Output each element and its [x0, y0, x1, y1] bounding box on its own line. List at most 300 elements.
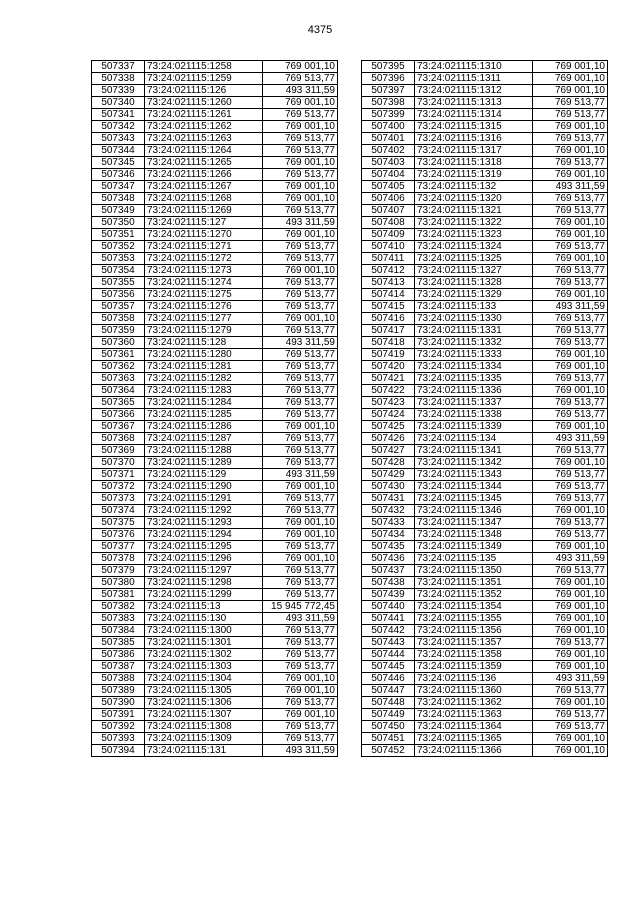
row-number-cell: 507359 [92, 325, 145, 337]
cadastral-number-cell: 73:24:021115:1306 [145, 697, 263, 709]
table-row [362, 73, 608, 85]
row-number-cell: 507346 [92, 169, 145, 181]
cadastral-number-cell: 73:24:021115:1284 [145, 397, 263, 409]
value-cell: 769 001,10 [533, 541, 608, 553]
row-number-cell: 507347 [92, 181, 145, 193]
value-cell: 769 001,10 [263, 97, 338, 109]
table-row [92, 469, 338, 481]
cadastral-number-cell: 73:24:021115:1334 [415, 361, 533, 373]
value-cell: 769 513,77 [533, 325, 608, 337]
value-cell: 493 311,59 [533, 181, 608, 193]
cadastral-number-cell: 73:24:021115:126 [145, 85, 263, 97]
table-row [92, 241, 338, 253]
row-number-cell: 507341 [92, 109, 145, 121]
table-row [92, 121, 338, 133]
row-number-cell: 507398 [362, 97, 415, 109]
value-cell: 769 513,77 [263, 205, 338, 217]
row-number-cell: 507342 [92, 121, 145, 133]
value-cell: 769 513,77 [263, 445, 338, 457]
table-row [92, 373, 338, 385]
cadastral-number-cell: 73:24:021115:128 [145, 337, 263, 349]
cadastral-number-cell: 73:24:021115:1296 [145, 553, 263, 565]
value-cell: 769 001,10 [533, 361, 608, 373]
cadastral-number-cell: 73:24:021115:1263 [145, 133, 263, 145]
value-cell: 769 001,10 [533, 217, 608, 229]
cadastral-number-cell: 73:24:021115:1322 [415, 217, 533, 229]
cadastral-number-cell: 73:24:021115:1315 [415, 121, 533, 133]
table-row [92, 397, 338, 409]
value-cell: 769 513,77 [263, 637, 338, 649]
cadastral-number-cell: 73:24:021115:1343 [415, 469, 533, 481]
row-number-cell: 507384 [92, 625, 145, 637]
cadastral-number-cell: 73:24:021115:1357 [415, 637, 533, 649]
table-row [92, 661, 338, 673]
value-cell: 769 001,10 [533, 625, 608, 637]
row-number-cell: 507388 [92, 673, 145, 685]
table-row [362, 97, 608, 109]
row-number-cell: 507420 [362, 361, 415, 373]
value-cell: 769 001,10 [533, 457, 608, 469]
table-row [92, 61, 338, 73]
table-row [362, 517, 608, 529]
cadastral-number-cell: 73:24:021115:1294 [145, 529, 263, 541]
cadastral-number-cell: 73:24:021115:1301 [145, 637, 263, 649]
table-row [362, 685, 608, 697]
table-row [92, 421, 338, 433]
table-row [92, 721, 338, 733]
row-number-cell: 507390 [92, 697, 145, 709]
table-row [362, 541, 608, 553]
cadastral-number-cell: 73:24:021115:1312 [415, 85, 533, 97]
row-number-cell: 507397 [362, 85, 415, 97]
table-row [92, 505, 338, 517]
table-row [362, 505, 608, 517]
row-number-cell: 507421 [362, 373, 415, 385]
table-row [92, 181, 338, 193]
value-cell: 769 513,77 [263, 277, 338, 289]
value-cell: 769 513,77 [533, 493, 608, 505]
value-cell: 769 001,10 [263, 685, 338, 697]
value-cell: 769 513,77 [533, 721, 608, 733]
value-cell: 769 001,10 [263, 529, 338, 541]
table-row [362, 253, 608, 265]
table-row [362, 157, 608, 169]
cadastral-number-cell: 73:24:021115:1292 [145, 505, 263, 517]
cadastral-number-cell: 73:24:021115:1267 [145, 181, 263, 193]
row-number-cell: 507395 [362, 61, 415, 73]
table-row [92, 601, 338, 613]
row-number-cell: 507432 [362, 505, 415, 517]
value-cell: 769 513,77 [263, 433, 338, 445]
table-row [362, 277, 608, 289]
value-cell: 493 311,59 [263, 217, 338, 229]
row-number-cell: 507345 [92, 157, 145, 169]
table-row [362, 145, 608, 157]
table-row [362, 241, 608, 253]
value-cell: 769 513,77 [263, 697, 338, 709]
table-row [92, 637, 338, 649]
value-cell: 769 001,10 [263, 121, 338, 133]
value-cell: 769 513,77 [263, 397, 338, 409]
table-row [92, 289, 338, 301]
cadastral-number-cell: 73:24:021115:1262 [145, 121, 263, 133]
value-cell: 769 513,77 [533, 373, 608, 385]
table-row [92, 229, 338, 241]
row-number-cell: 507360 [92, 337, 145, 349]
cadastral-number-cell: 73:24:021115:1276 [145, 301, 263, 313]
row-number-cell: 507405 [362, 181, 415, 193]
cadastral-number-cell: 73:24:021115:1311 [415, 73, 533, 85]
value-cell: 769 513,77 [533, 637, 608, 649]
table-row [362, 133, 608, 145]
row-number-cell: 507389 [92, 685, 145, 697]
cadastral-number-cell: 73:24:021115:1328 [415, 277, 533, 289]
cadastral-number-cell: 73:24:021115:1289 [145, 457, 263, 469]
value-cell: 769 513,77 [533, 517, 608, 529]
table-row [362, 733, 608, 745]
cadastral-number-cell: 73:24:021115:1362 [415, 697, 533, 709]
table-row [362, 205, 608, 217]
cadastral-number-cell: 73:24:021115:1283 [145, 385, 263, 397]
row-number-cell: 507386 [92, 649, 145, 661]
cadastral-number-cell: 73:24:021115:1335 [415, 373, 533, 385]
table-row [362, 673, 608, 685]
cadastral-number-cell: 73:24:021115:1293 [145, 517, 263, 529]
row-number-cell: 507374 [92, 505, 145, 517]
table-row [362, 709, 608, 721]
table-row [362, 85, 608, 97]
cadastral-number-cell: 73:24:021115:1271 [145, 241, 263, 253]
cadastral-number-cell: 73:24:021115:1332 [415, 337, 533, 349]
table-row [92, 349, 338, 361]
cadastral-number-cell: 73:24:021115:13 [145, 601, 263, 613]
row-number-cell: 507429 [362, 469, 415, 481]
cadastral-number-cell: 73:24:021115:1364 [415, 721, 533, 733]
table-row [362, 721, 608, 733]
cadastral-number-cell: 73:24:021115:1307 [145, 709, 263, 721]
cadastral-number-cell: 73:24:021115:1345 [415, 493, 533, 505]
row-number-cell: 507406 [362, 193, 415, 205]
table-row [92, 529, 338, 541]
row-number-cell: 507375 [92, 517, 145, 529]
table-row [362, 181, 608, 193]
table-row [362, 217, 608, 229]
table-row [362, 625, 608, 637]
row-number-cell: 507366 [92, 409, 145, 421]
row-number-cell: 507362 [92, 361, 145, 373]
cadastral-number-cell: 73:24:021115:1321 [415, 205, 533, 217]
value-cell: 769 513,77 [533, 481, 608, 493]
value-cell: 769 513,77 [533, 133, 608, 145]
cadastral-number-cell: 73:24:021115:1264 [145, 145, 263, 157]
cadastral-number-cell: 73:24:021115:1360 [415, 685, 533, 697]
table-row [92, 325, 338, 337]
register-table-right [361, 60, 608, 757]
value-cell: 769 513,77 [533, 205, 608, 217]
table-row [92, 301, 338, 313]
cadastral-number-cell: 73:24:021115:1349 [415, 541, 533, 553]
row-number-cell: 507409 [362, 229, 415, 241]
row-number-cell: 507370 [92, 457, 145, 469]
cadastral-number-cell: 73:24:021115:1354 [415, 601, 533, 613]
cadastral-number-cell: 73:24:021115:1258 [145, 61, 263, 73]
table-row [92, 625, 338, 637]
row-number-cell: 507379 [92, 565, 145, 577]
table-row [362, 373, 608, 385]
table-row [362, 349, 608, 361]
cadastral-number-cell: 73:24:021115:1304 [145, 673, 263, 685]
row-number-cell: 507400 [362, 121, 415, 133]
cadastral-number-cell: 73:24:021115:1342 [415, 457, 533, 469]
cadastral-number-cell: 73:24:021115:1288 [145, 445, 263, 457]
value-cell: 769 513,77 [263, 145, 338, 157]
value-cell: 769 513,77 [263, 733, 338, 745]
cadastral-number-cell: 73:24:021115:1285 [145, 409, 263, 421]
row-number-cell: 507415 [362, 301, 415, 313]
row-number-cell: 507450 [362, 721, 415, 733]
value-cell: 769 513,77 [263, 565, 338, 577]
value-cell: 493 311,59 [533, 553, 608, 565]
row-number-cell: 507382 [92, 601, 145, 613]
table-row [92, 589, 338, 601]
cadastral-number-cell: 73:24:021115:1295 [145, 541, 263, 553]
cadastral-number-cell: 73:24:021115:1274 [145, 277, 263, 289]
cadastral-number-cell: 73:24:021115:133 [415, 301, 533, 313]
value-cell: 769 513,77 [263, 169, 338, 181]
row-number-cell: 507381 [92, 589, 145, 601]
row-number-cell: 507355 [92, 277, 145, 289]
cadastral-number-cell: 73:24:021115:1272 [145, 253, 263, 265]
row-number-cell: 507367 [92, 421, 145, 433]
value-cell: 769 001,10 [533, 229, 608, 241]
value-cell: 769 001,10 [263, 181, 338, 193]
row-number-cell: 507352 [92, 241, 145, 253]
row-number-cell: 507343 [92, 133, 145, 145]
value-cell: 769 001,10 [533, 577, 608, 589]
value-cell: 769 513,77 [533, 397, 608, 409]
row-number-cell: 507438 [362, 577, 415, 589]
value-cell: 769 513,77 [263, 349, 338, 361]
table-row [92, 541, 338, 553]
row-number-cell: 507371 [92, 469, 145, 481]
row-number-cell: 507339 [92, 85, 145, 97]
cadastral-number-cell: 73:24:021115:1350 [415, 565, 533, 577]
cadastral-number-cell: 73:24:021115:1291 [145, 493, 263, 505]
cadastral-number-cell: 73:24:021115:1331 [415, 325, 533, 337]
row-number-cell: 507437 [362, 565, 415, 577]
cadastral-number-cell: 73:24:021115:1333 [415, 349, 533, 361]
cadastral-number-cell: 73:24:021115:1297 [145, 565, 263, 577]
row-number-cell: 507356 [92, 289, 145, 301]
row-number-cell: 507424 [362, 409, 415, 421]
value-cell: 769 513,77 [263, 661, 338, 673]
cadastral-number-cell: 73:24:021115:1273 [145, 265, 263, 277]
row-number-cell: 507451 [362, 733, 415, 745]
row-number-cell: 507423 [362, 397, 415, 409]
row-number-cell: 507358 [92, 313, 145, 325]
row-number-cell: 507337 [92, 61, 145, 73]
cadastral-number-cell: 73:24:021115:1347 [415, 517, 533, 529]
row-number-cell: 507411 [362, 253, 415, 265]
row-number-cell: 507436 [362, 553, 415, 565]
table-row [92, 481, 338, 493]
row-number-cell: 507361 [92, 349, 145, 361]
table-row [92, 169, 338, 181]
value-cell: 769 001,10 [533, 421, 608, 433]
value-cell: 769 513,77 [263, 253, 338, 265]
row-number-cell: 507344 [92, 145, 145, 157]
cadastral-number-cell: 73:24:021115:1303 [145, 661, 263, 673]
table-row [362, 325, 608, 337]
cadastral-number-cell: 73:24:021115:1330 [415, 313, 533, 325]
table-row [92, 109, 338, 121]
value-cell: 769 001,10 [533, 697, 608, 709]
row-number-cell: 507404 [362, 169, 415, 181]
row-number-cell: 507399 [362, 109, 415, 121]
table-row [92, 697, 338, 709]
table-row [92, 97, 338, 109]
table-row [362, 109, 608, 121]
value-cell: 769 001,10 [533, 589, 608, 601]
row-number-cell: 507363 [92, 373, 145, 385]
row-number-cell: 507434 [362, 529, 415, 541]
table-row [362, 265, 608, 277]
table-row [92, 673, 338, 685]
cadastral-number-cell: 73:24:021115:1309 [145, 733, 263, 745]
value-cell: 769 513,77 [263, 373, 338, 385]
value-cell: 769 513,77 [263, 649, 338, 661]
value-cell: 493 311,59 [533, 433, 608, 445]
row-number-cell: 507394 [92, 745, 145, 757]
value-cell: 769 513,77 [263, 625, 338, 637]
value-cell: 769 513,77 [263, 325, 338, 337]
row-number-cell: 507445 [362, 661, 415, 673]
value-cell: 769 513,77 [533, 313, 608, 325]
value-cell: 769 513,77 [533, 157, 608, 169]
table-row [362, 193, 608, 205]
cadastral-number-cell: 73:24:021115:1282 [145, 373, 263, 385]
row-number-cell: 507383 [92, 613, 145, 625]
row-number-cell: 507403 [362, 157, 415, 169]
cadastral-number-cell: 73:24:021115:1290 [145, 481, 263, 493]
table-row [362, 409, 608, 421]
table-row [92, 553, 338, 565]
table-row [362, 469, 608, 481]
cadastral-number-cell: 73:24:021115:134 [415, 433, 533, 445]
row-number-cell: 507376 [92, 529, 145, 541]
table-row [92, 493, 338, 505]
value-cell: 769 001,10 [533, 385, 608, 397]
row-number-cell: 507448 [362, 697, 415, 709]
row-number-cell: 507417 [362, 325, 415, 337]
cadastral-number-cell: 73:24:021115:1298 [145, 577, 263, 589]
value-cell: 769 513,77 [533, 241, 608, 253]
value-cell: 769 513,77 [533, 685, 608, 697]
cadastral-number-cell: 73:24:021115:1299 [145, 589, 263, 601]
value-cell: 769 001,10 [533, 613, 608, 625]
cadastral-number-cell: 73:24:021115:1259 [145, 73, 263, 85]
table-row [92, 733, 338, 745]
cadastral-number-cell: 73:24:021115:1281 [145, 361, 263, 373]
row-number-cell: 507428 [362, 457, 415, 469]
cadastral-number-cell: 73:24:021115:136 [415, 673, 533, 685]
row-number-cell: 507391 [92, 709, 145, 721]
cadastral-number-cell: 73:24:021115:1324 [415, 241, 533, 253]
table-row [92, 217, 338, 229]
cadastral-number-cell: 73:24:021115:1351 [415, 577, 533, 589]
table-row [362, 121, 608, 133]
row-number-cell: 507365 [92, 397, 145, 409]
value-cell: 493 311,59 [263, 337, 338, 349]
cadastral-number-cell: 73:24:021115:1318 [415, 157, 533, 169]
page-number: 4375 [307, 24, 333, 36]
row-number-cell: 507396 [362, 73, 415, 85]
value-cell: 769 513,77 [263, 493, 338, 505]
value-cell: 769 513,77 [263, 109, 338, 121]
value-cell: 493 311,59 [263, 613, 338, 625]
row-number-cell: 507444 [362, 649, 415, 661]
table-row [92, 565, 338, 577]
cadastral-number-cell: 73:24:021115:1279 [145, 325, 263, 337]
row-number-cell: 507418 [362, 337, 415, 349]
cadastral-number-cell: 73:24:021115:1302 [145, 649, 263, 661]
cadastral-number-cell: 73:24:021115:1310 [415, 61, 533, 73]
row-number-cell: 507392 [92, 721, 145, 733]
table-row [362, 397, 608, 409]
table-row [362, 229, 608, 241]
value-cell: 769 001,10 [533, 601, 608, 613]
table-row [362, 433, 608, 445]
row-number-cell: 507410 [362, 241, 415, 253]
table-row [92, 73, 338, 85]
row-number-cell: 507401 [362, 133, 415, 145]
value-cell: 769 001,10 [533, 745, 608, 757]
row-number-cell: 507413 [362, 277, 415, 289]
table-row [362, 457, 608, 469]
cadastral-number-cell: 73:24:021115:1261 [145, 109, 263, 121]
cadastral-number-cell: 73:24:021115:1366 [415, 745, 533, 757]
value-cell: 769 513,77 [533, 565, 608, 577]
cadastral-number-cell: 73:24:021115:131 [145, 745, 263, 757]
table-row [92, 85, 338, 97]
cadastral-number-cell: 73:24:021115:1339 [415, 421, 533, 433]
value-cell: 769 513,77 [263, 577, 338, 589]
value-cell: 769 513,77 [533, 109, 608, 121]
cadastral-number-cell: 73:24:021115:1317 [415, 145, 533, 157]
table-row [92, 685, 338, 697]
row-number-cell: 507387 [92, 661, 145, 673]
row-number-cell: 507412 [362, 265, 415, 277]
table-row [362, 613, 608, 625]
value-cell: 769 001,10 [533, 145, 608, 157]
row-number-cell: 507385 [92, 637, 145, 649]
table-row [362, 553, 608, 565]
register-table-left-body [92, 61, 338, 757]
row-number-cell: 507447 [362, 685, 415, 697]
table-row [92, 409, 338, 421]
table-row [92, 265, 338, 277]
row-number-cell: 507441 [362, 613, 415, 625]
cadastral-number-cell: 73:24:021115:135 [415, 553, 533, 565]
table-row [92, 649, 338, 661]
table-row [362, 577, 608, 589]
cadastral-number-cell: 73:24:021115:1314 [415, 109, 533, 121]
cadastral-number-cell: 73:24:021115:1305 [145, 685, 263, 697]
row-number-cell: 507439 [362, 589, 415, 601]
cadastral-number-cell: 73:24:021115:1277 [145, 313, 263, 325]
row-number-cell: 507452 [362, 745, 415, 757]
table-row [362, 445, 608, 457]
